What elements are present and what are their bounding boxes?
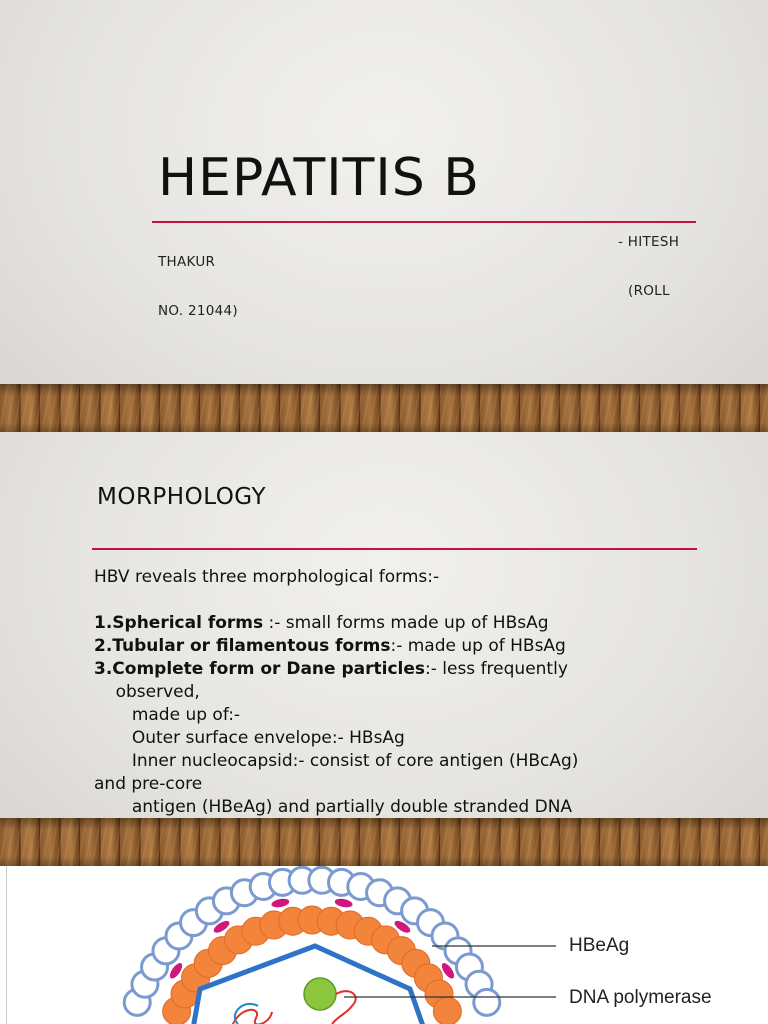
- wood-floor-decoration: [0, 818, 768, 866]
- hbeag-particle: [334, 897, 353, 908]
- slide-title: MORPHOLOGY: [97, 484, 267, 510]
- hbv-diagram-slide: [0, 866, 768, 1024]
- label-dna-polymerase: DNA polymerase: [569, 987, 712, 1008]
- title-divider: [92, 548, 697, 550]
- hbeag-particle: [271, 897, 290, 908]
- list-item: [94, 658, 694, 681]
- body-line: made up of:-: [94, 705, 241, 725]
- body-line: Inner nucleocapsid:- consist of core antigen (HBcAg): [94, 751, 579, 771]
- list-item-desc: :- less frequently: [425, 659, 568, 679]
- title-slide: [0, 0, 768, 432]
- body-line: and pre-core: [94, 774, 203, 794]
- body-line: observed,: [94, 682, 200, 702]
- envelope-bead: [474, 989, 500, 1015]
- roll-line-2: NO. 21044): [158, 303, 238, 319]
- dna-polymerase-icon: [304, 978, 336, 1010]
- roll-line-1: (ROLL: [628, 283, 670, 299]
- slide-body: [94, 566, 694, 819]
- list-item: [94, 635, 694, 658]
- core-bead: [433, 997, 461, 1024]
- list-item-term: 1.Spherical forms: [94, 613, 264, 633]
- author-line-2: THAKUR: [158, 254, 216, 270]
- list-item-desc: :- small forms made up of HBsAg: [263, 613, 549, 633]
- title-divider: [152, 221, 696, 223]
- list-item-desc: :- made up of HBsAg: [390, 636, 566, 656]
- list-item-term: 3.Complete form or Dane particles: [94, 659, 425, 679]
- intro-text: HBV reveals three morphological forms:-: [94, 567, 440, 587]
- blank-line: [94, 589, 694, 612]
- author-line-1: - HITESH: [618, 234, 680, 250]
- body-line: Outer surface envelope:- HBsAg: [94, 728, 405, 748]
- list-item-term: 2.Tubular or filamentous forms: [94, 636, 391, 656]
- slide-title: HEPATITIS B: [158, 148, 480, 208]
- list-item: [94, 612, 694, 635]
- label-hbeag: HBeAg: [569, 935, 630, 956]
- morphology-slide: [0, 432, 768, 866]
- body-line: antigen (HBeAg) and partially double stranded DNA: [94, 797, 573, 817]
- dna-strand-red: [232, 1010, 272, 1024]
- wood-floor-decoration: [0, 384, 768, 432]
